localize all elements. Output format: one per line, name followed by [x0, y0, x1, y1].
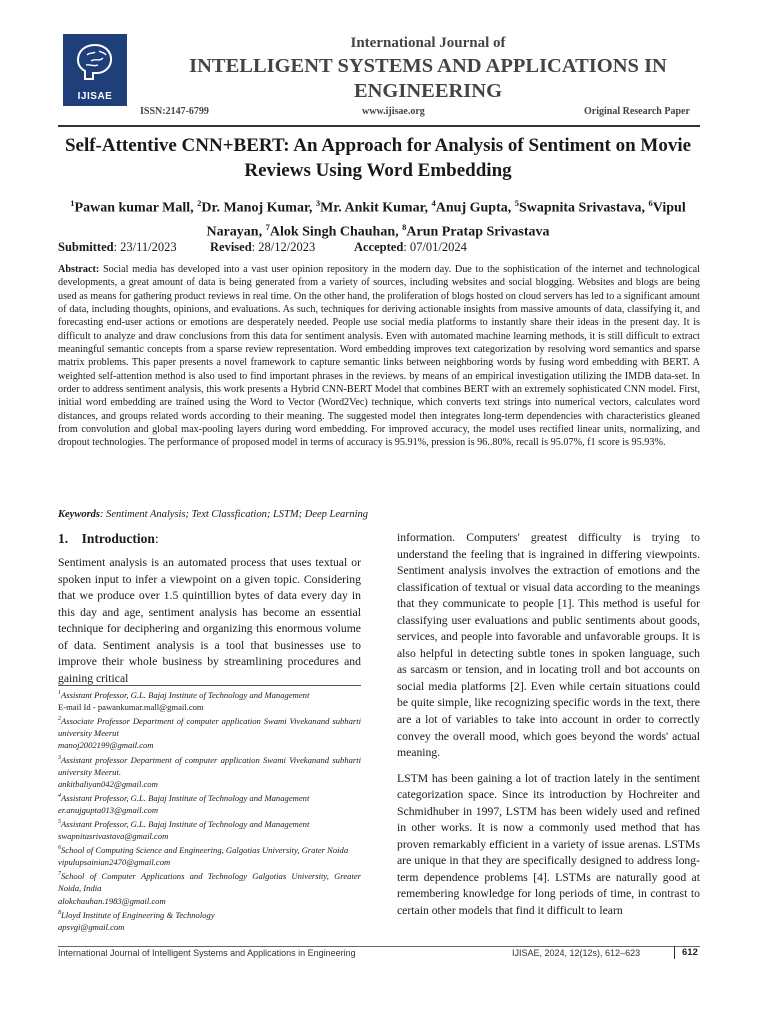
affiliation-index: 6 [58, 845, 61, 852]
keywords-label: Keywords [58, 509, 100, 520]
footer-journal: International Journal of Intelligent Systems and Applications in Engineering [58, 948, 356, 958]
section-heading-introduction [58, 531, 159, 547]
keywords-text: : Sentiment Analysis; Text Classfication; LSTM; Deep Learning [100, 509, 369, 520]
author-name: Arun Pratap Srivastava [406, 224, 550, 240]
affiliation-index: 3 [58, 754, 61, 761]
accepted-date [354, 240, 467, 255]
affiliation-index: 2 [58, 716, 61, 723]
journal-website[interactable]: www.ijisae.org [362, 106, 425, 117]
journal-logo [63, 34, 127, 106]
revised-value: : 28/12/2023 [251, 240, 316, 254]
accepted-value: : 07/01/2024 [403, 240, 467, 254]
affiliation-line [58, 687, 361, 701]
intro-left-column: Sentiment analysis is an automated process that uses textual or spoken input to infer a viewpoint on a given topic. Considering that we produce over 1.5 quintillion bytes of data every day in this day and age, sentiment analysis has become an essential technique for deciphering and organizing this enormous volume of data. Sentiment analysis is a tool that businesses use to improve their whole business by streamlining procedures and gaining critical [58, 556, 361, 685]
abstract [58, 263, 700, 450]
affiliation-line [58, 739, 361, 751]
affiliation-line [58, 816, 361, 830]
author-name: Swapnita Srivastava, [518, 200, 649, 216]
affiliation-text: E-mail Id - pawankumar.mall@gmail.com [58, 702, 204, 713]
paper-type: Original Research Paper [584, 106, 690, 117]
author-affiliations [58, 687, 361, 933]
header-divider [58, 125, 700, 127]
affiliation-text: manoj2002199@gmail.com [58, 740, 154, 751]
affiliation-line [58, 868, 361, 894]
affiliation-text: vipulupsainian2470@gmail.com [58, 857, 171, 868]
brain-icon [71, 39, 119, 87]
affiliation-index: 5 [58, 819, 61, 825]
affiliation-text: School of Computing Science and Engineering, Galgotias University, Grater Noida [61, 845, 349, 856]
section-title: Introduction [81, 531, 155, 546]
footer-citation: IJISAE, 2024, 12(12s), 612–623 [512, 948, 641, 958]
affiliation-line [58, 752, 361, 778]
affiliation-line [58, 907, 361, 921]
affiliation-text: School of Computer Applications and Technology Galgotias University, Greater Noida, India [58, 871, 361, 894]
author-name: Mr. Ankit Kumar, [320, 200, 432, 216]
revised-date [210, 240, 315, 255]
affiliation-line [58, 701, 361, 713]
intro-right-column [397, 530, 700, 920]
affiliation-index: 4 [58, 792, 61, 799]
author-name: Anuj Gupta, [435, 200, 515, 216]
author-index: 2 [197, 198, 202, 208]
affiliation-line [58, 830, 361, 842]
footnote-divider [58, 685, 361, 686]
affiliation-index: 1 [58, 690, 61, 696]
author-index: 6 [648, 198, 653, 208]
journal-name: INTELLIGENT SYSTEMS AND APPLICATIONS IN ENGINEERING [189, 55, 667, 102]
submitted-label: Submitted [58, 240, 114, 254]
affiliation-text: Assistant Professor, G.L. Bajaj Institute of Technology and Management [61, 818, 310, 829]
keywords [58, 509, 700, 520]
footer-divider [58, 946, 700, 947]
affiliation-text: Lloyd Institute of Engineering & Technology [61, 909, 215, 920]
author-name: Alok Singh Chauhan, [269, 224, 403, 240]
affiliation-index: 8 [58, 909, 61, 916]
author-index: 7 [265, 221, 270, 232]
affiliation-text: alokchauhan.1983@gmail.com [58, 895, 166, 906]
abstract-label: Abstract: [58, 264, 100, 275]
paper-title: Self-Attentive CNN+BERT: An Approach for Analysis of Sentiment on Movie Reviews Using Word Embedding [64, 135, 692, 181]
affiliation-text: ankitbaliyan042@gmail.com [58, 778, 158, 789]
affiliation-line [58, 790, 361, 804]
author-list [55, 194, 701, 241]
paragraph: LSTM has been gaining a lot of traction lately in the sentiment categorization space. Since its introduction by Hochreiter and Schmidhuber in 1997, LSTM has been widely used and refined in other works. It is now a commonly used method that has proven remarkably efficient in a variety of issue arenas. LSTMs are unique in that they are specifically designed to address long-term dependence problems [4]. LSTMs are naturally good at remembering knowledge for long periods of time, in contrast to certain other models that find it difficult to learn [397, 771, 700, 918]
affiliation-line [58, 895, 361, 907]
accepted-label: Accepted [354, 240, 404, 254]
affiliation-line [58, 842, 361, 856]
author-index: 5 [514, 198, 519, 208]
author-name: Vipul Narayan, [206, 200, 686, 240]
affiliation-text: er.anujgupta013@gmail.com [58, 804, 159, 815]
affiliation-line [58, 778, 361, 790]
affiliation-text: apsvgi@gmail.com [58, 921, 125, 932]
author-name: Dr. Manoj Kumar, [201, 200, 316, 216]
abstract-text: Social media has developed into a vast user opinion repository in the modern day. Due to the sophistication of the internet and technological developments, a great amount of data is being generated from a variety of sources, including websites and social blogging. Websites and blogs are being used as means for gathering product reviews in real time. On the other hand, the proliferation of blogs hosted on cloud servers has led to a significant amount of data, including thoughts, opinions, and evaluations. As such, techniques for deriving actionable insights from massive amounts of data, classifying it, and forecasting end-user actions or emotions are desperately needed. People use social media platforms to instantly share their ideas in the present day. It is difficult to analyze and draw conclusions from this data for sentiment analysis. Even with automated machine learning methods, it is still difficult to extract meaningful semantic concepts from a sparse review representation. Word embedding improves text categorization by resolving word semantics and sparse matrix problems. This paper presents a novel framework to capture semantic links between neighboring words by fusing word embedding with BERT. A weighted self-attention method is also used to find important phrases in the reviews. by means of an empirical investigation utilizing the IMDB data-set. In order to address sentiment analysis, this work presents a Hybrid CNN-BERT Model that combines BERT with an extremely sophisticated CNN model. First, initial word embedding are trained using the Word to Vector (Word2Vec) technique, which converts text strings into numerical vectors, calculates word distances, and groups related words according to their meaning. The suggested model then integrates long-term dependencies with characteristics gleaned from convolution and global max-pooling layers during word embedding. For improved accuracy, the model uses rectified linear units, normalizing, and dropout technologies. The performance of proposed model in terms of accuracy is 95.91%, pression is 96..80%, recall is 95.07%, f1 score is 95.93%. [58, 264, 700, 449]
paragraph: information. Computers' greatest difficulty is trying to understand the feeling that is ingrained in differing viewpoints. Sentiment analysis involves the extraction of emotions and the classification of textual or visual data according to the meanings that they communicate to people [1]. This method is useful for classifying user evaluations and public sentiments about goods, services, and people into favorable and unfavorable groups. It is also helpful in detecting subtle tones in spoken language, such as sarcasm or tension, and in locating troll and bot accounts on social media platforms [2]. Even while certain situations could be quite simple, like recognizing specific words in the text, there are a lot of variables to take into account in order to correctly convey the overall mood, which goes beyond the words' actual meaning. [397, 531, 700, 760]
affiliation-line [58, 921, 361, 933]
logo-text: IJISAE [77, 91, 113, 102]
author-index: 4 [431, 198, 436, 208]
affiliation-line [58, 856, 361, 868]
footer-separator [674, 946, 675, 959]
page-number: 612 [682, 947, 698, 958]
section-colon: : [154, 531, 159, 546]
affiliation-line [58, 713, 361, 739]
affiliation-text: Assistant Professor, G.L. Bajaj Institute of Technology and Management [61, 689, 310, 700]
journal-top-line: International Journal of [350, 35, 506, 51]
submitted-date [58, 240, 177, 255]
submitted-value: : 23/11/2023 [113, 240, 177, 254]
affiliation-text: Assistant Professor, G.L. Bajaj Institute of Technology and Management [61, 792, 310, 803]
author-index: 8 [402, 221, 407, 232]
revised-label: Revised [210, 240, 252, 254]
affiliation-text: Assistant professor Department of computer application Swami Vivekanand subharti university Meerut. [58, 754, 361, 777]
affiliation-text: Associate Professor Department of computer application Swami Vivekanand subharti university Meerut [58, 716, 361, 739]
affiliation-index: 7 [58, 871, 61, 878]
section-number: 1. [58, 531, 69, 546]
author-name: Pawan kumar Mall, [74, 200, 198, 216]
affiliation-text: swapnitasrivastava@gmail.com [58, 831, 169, 842]
author-index: 1 [70, 198, 75, 208]
author-index: 3 [315, 198, 321, 208]
affiliation-line [58, 804, 361, 816]
issn: ISSN:2147-6799 [140, 106, 209, 117]
